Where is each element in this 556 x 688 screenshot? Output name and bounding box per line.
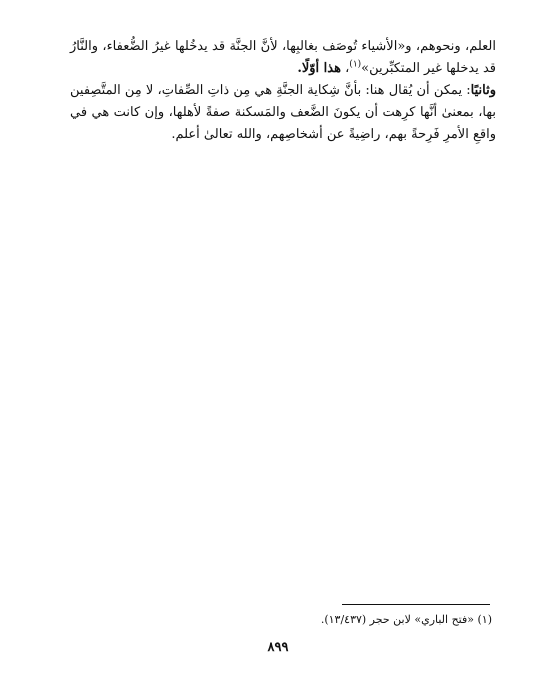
body-text: [70, 36, 496, 146]
footnote-reference: (١): [349, 59, 362, 70]
paragraph-1-text: العلم، ونحوهم، و«الأشياء تُوصَف بغالبِها، لأنَّ الجنَّة قد يدخُلها غيرُ الضُّعفاء، والنَّارُ قد يدخلها غير المتكبِّرين»: [70, 39, 496, 76]
paragraph-2-text: : يمكن أن يُقال هنا: بأنَّ شِكاية الجنَّةِ هي مِن ذاتِ الصِّفاتِ، لا مِن المتَّصِفين بها، بمعنىٰ أنَّها كرِهت أن يكونَ الضَّعف والمَسكنة صفةً لأهلها، وإن كانت هي في واقعِ الأمرِ فَرِحةً بهم، راضِيةً عن أشخاصِهم، والله تعالىٰ أعلم.: [70, 83, 496, 142]
page-number: ٨٩٩: [267, 640, 289, 655]
paragraph-1-separator: ،: [340, 61, 350, 76]
paragraph-2-lead: وثانيًا: [470, 83, 496, 98]
footnote: (١) «فتح الباري» لابن حجر (١٣/٤٣٧).: [320, 613, 492, 626]
paragraph-1: [70, 36, 496, 80]
footnote-divider: [342, 604, 490, 605]
paragraph-2: [70, 80, 496, 146]
paragraph-1-closing: هذا أوّلًا.: [297, 61, 341, 76]
